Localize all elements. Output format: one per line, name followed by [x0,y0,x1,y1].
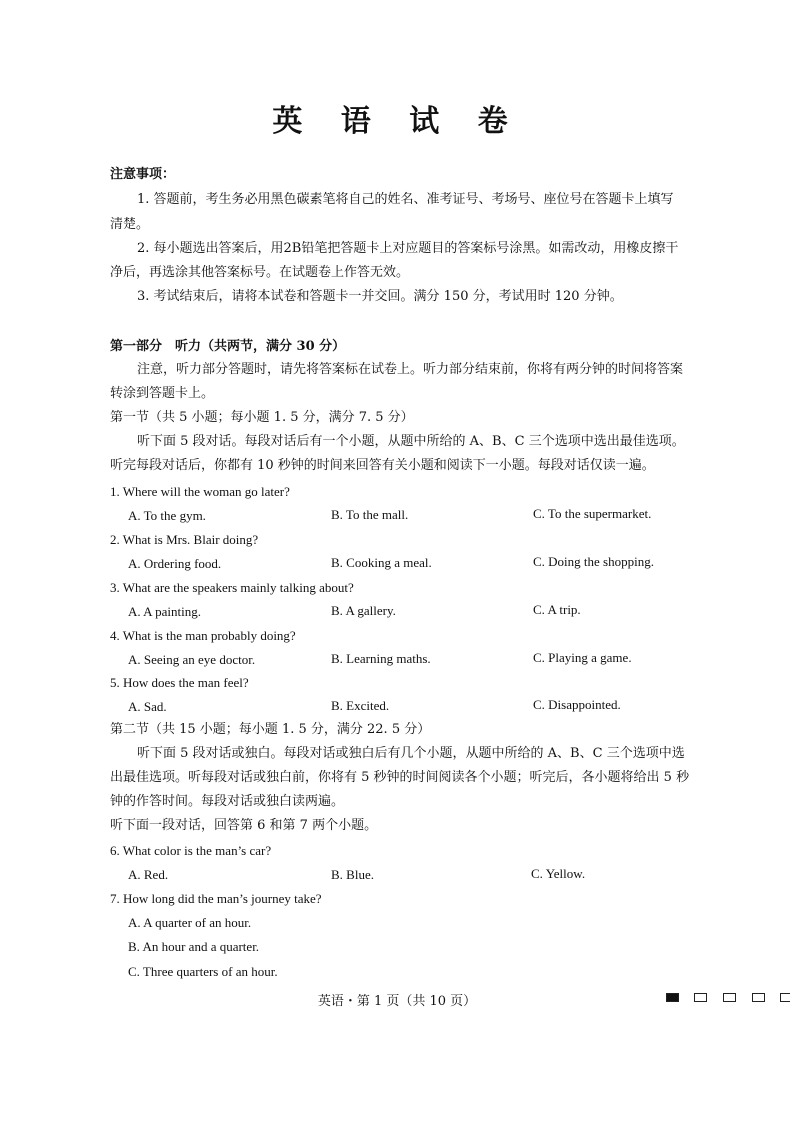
option-4b: B. Learning maths. [331,651,431,666]
option-7c: C. Three quarters of an hour. [128,964,278,979]
option-2c: C. Doing the shopping. [533,554,654,569]
option-6a: A. Red. [128,867,169,882]
option-5b: B. Excited. [331,698,390,713]
question-6: 6. What color is the man’s car? [110,843,272,858]
section2-directions: 听下面 5 段对话或独白。每段对话或独白后有几个小题，从题中所给的 A、B、C 三个选项中选 [137,746,685,761]
page-mark-filled [666,993,679,1002]
notice-line: 清楚。 [110,217,150,232]
question-1: 1. Where will the woman go later? [110,484,290,499]
part1-heading: 第一部分 听力（共两节，满分 30 分） [110,339,346,354]
option-3c: C. A trip. [533,602,581,617]
option-4c: C. Playing a game. [533,650,632,665]
question-3: 3. What are the speakers mainly talking about? [110,580,354,595]
question-5: 5. How does the man feel? [110,675,249,690]
section2-sub-intro: 听下面一段对话，回答第 6 和第 7 两个小题。 [110,818,378,833]
section1-heading: 第一节（共 5 小题；每小题 1. 5 分，满分 7. 5 分） [110,410,414,425]
question-7: 7. How long did the man’s journey take? [110,891,322,906]
option-7b: B. An hour and a quarter. [128,939,260,954]
option-6b: B. Blue. [331,867,374,882]
part1-intro: 注意，听力部分答题时，请先将答案标在试卷上。听力部分结束前，你将有两分钟的时间将答案 [137,362,684,377]
option-5c: C. Disappointed. [533,697,621,712]
section2-heading: 第二节（共 15 小题；每小题 1. 5 分，满分 22. 5 分） [110,722,431,737]
option-2a: A. Ordering food. [128,556,222,571]
notice-heading: 注意事项： [110,167,176,182]
option-3b: B. A gallery. [331,603,396,618]
section1-directions: 听完每段对话后，你都有 10 秒钟的时间来回答有关小题和阅读下一小题。每段对话仅读一遍。 [110,458,655,473]
option-4a: A. Seeing an eye doctor. [128,652,256,667]
option-3a: A. A painting. [128,604,201,619]
page-mark-empty [780,993,790,1002]
option-1a: A. To the gym. [128,508,206,523]
option-1b: B. To the mall. [331,507,409,522]
option-6c: C. Yellow. [531,866,586,881]
question-2: 2. What is Mrs. Blair doing? [110,532,259,547]
option-7a: A. A quarter of an hour. [128,915,252,930]
page-indicator-marks [664,993,794,1005]
notice-line: 1. 答题前，考生务必用黑色碳素笔将自己的姓名、准考证号、考场号、座位号在答题卡上填写 [137,192,674,207]
notice-line: 净后，再选涂其他答案标号。在试题卷上作答无效。 [110,265,410,280]
option-2b: B. Cooking a meal. [331,555,432,570]
part1-intro: 转涂到答题卡上。 [110,386,215,401]
option-5a: A. Sad. [128,699,167,714]
page-mark-empty [694,993,707,1002]
notice-line: 3. 考试结束后，请将本试卷和答题卡一并交回。满分 150 分，考试用时 120 分钟。 [137,289,623,304]
page-title: 英 语 试 卷 [272,104,522,139]
question-4: 4. What is the man probably doing? [110,628,296,643]
page-mark-empty [752,993,765,1002]
notice-line: 2. 每小题选出答案后，用2B铅笔把答题卡上对应题目的答案标号涂黑。如需改动，用橡皮擦干 [137,241,679,256]
section1-directions: 听下面 5 段对话。每段对话后有一个小题，从题中所给的 A、B、C 三个选项中选出最佳选项。 [137,434,685,449]
page-footer: 英语・第 1 页（共 10 页） [317,994,477,1009]
option-1c: C. To the supermarket. [533,506,652,521]
section2-directions: 出最佳选项。听每段对话或独白前，你将有 5 秒钟的时间阅读各个小题；听完后，各小题将给出 5 秒 [110,770,690,785]
page-mark-empty [723,993,736,1002]
section2-directions: 钟的作答时间。每段对话或独白读两遍。 [110,794,345,809]
